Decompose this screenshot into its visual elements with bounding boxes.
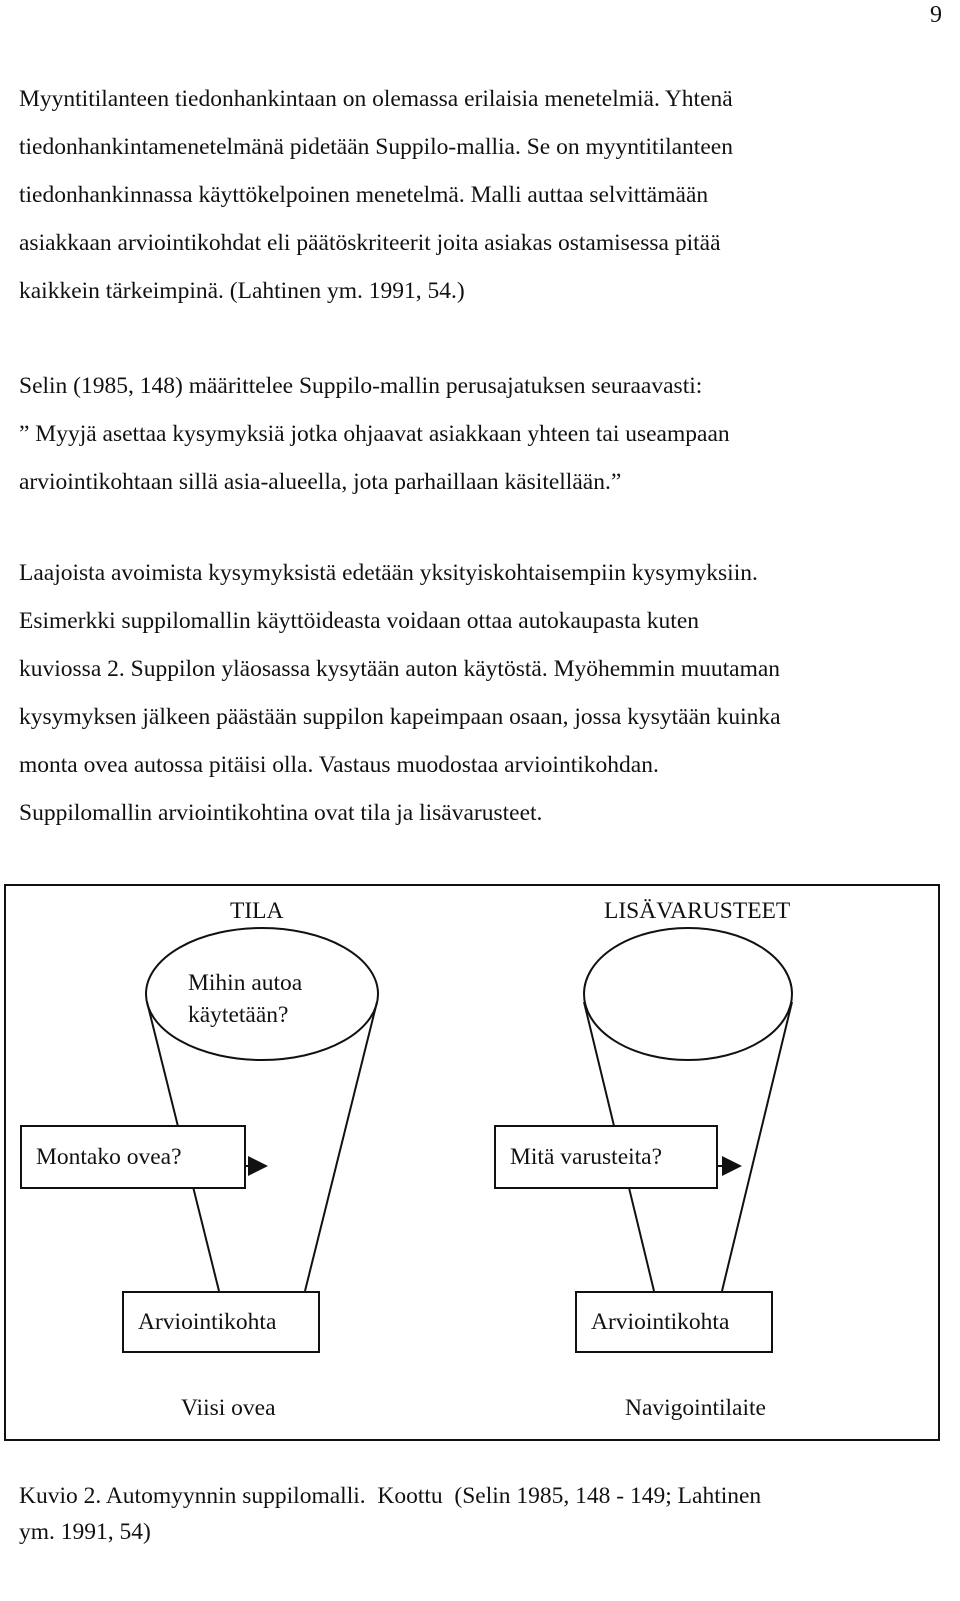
text-line: tiedonhankintamenetelmänä pidetään Suppilo-mallia. Se on myyntitilanteen xyxy=(19,134,733,160)
caption-line: Kuvio 2. Automyynnin suppilomalli. Koottu (Selin 1985, 148 - 149; Lahtinen xyxy=(19,1483,762,1509)
left-top-question-line2: käytetään? xyxy=(188,1002,289,1028)
text-line: Esimerkki suppilomallin käyttöideasta voidaan ottaa autokaupasta kuten xyxy=(19,608,700,634)
text-line: arviointikohtaan sillä asia-alueella, jota parhaillaan käsitellään.” xyxy=(19,469,622,495)
left-criterion-label: Arviointikohta xyxy=(138,1308,277,1335)
text-line: Myyntitilanteen tiedonhankintaan on olemassa erilaisia menetelmiä. Yhtenä xyxy=(19,86,733,112)
text-line: Selin (1985, 148) määrittelee Suppilo-mallin perusajatuksen seuraavasti: xyxy=(19,373,703,399)
paragraph-example xyxy=(19,549,919,837)
figure-caption xyxy=(19,1478,919,1550)
left-top-question-line1: Mihin autoa xyxy=(188,970,303,996)
right-funnel-top-ellipse xyxy=(584,928,792,1060)
paragraph-quote xyxy=(19,362,919,506)
text-line: kysymyksen jälkeen päästään suppilon kapeimpaan osaan, jossa kysytään kuinka xyxy=(19,704,781,730)
right-question-label: Mitä varusteita? xyxy=(510,1143,663,1170)
right-funnel-side-right xyxy=(722,1002,792,1291)
left-criterion-box xyxy=(122,1291,320,1353)
left-funnel-title: TILA xyxy=(230,898,284,924)
page-number: 9 xyxy=(930,2,942,28)
right-funnel-title: LISÄVARUSTEET xyxy=(604,898,791,924)
left-question-label: Montako ovea? xyxy=(36,1143,182,1170)
right-answer: Navigointilaite xyxy=(625,1395,766,1421)
text-line: asiakkaan arviointikohdat eli päätöskriteerit joita asiakas ostamisessa pitää xyxy=(19,230,721,256)
text-line: Laajoista avoimista kysymyksistä edetään yksityiskohtaisempiin kysymyksiin. xyxy=(19,560,758,586)
text-line: Suppilomallin arviointikohtina ovat tila ja lisävarusteet. xyxy=(19,800,543,826)
caption-line: ym. 1991, 54) xyxy=(19,1519,151,1545)
funnel-figure xyxy=(4,884,940,1441)
left-answer: Viisi ovea xyxy=(181,1395,276,1421)
right-question-box xyxy=(494,1125,718,1189)
right-criterion-box xyxy=(575,1291,773,1353)
text-line: kaikkein tärkeimpinä. (Lahtinen ym. 1991, 54.) xyxy=(19,278,465,304)
paragraph-intro xyxy=(19,75,919,315)
right-criterion-label: Arviointikohta xyxy=(591,1308,730,1335)
text-line: kuviossa 2. Suppilon yläosassa kysytään auton käytöstä. Myöhemmin muutaman xyxy=(19,656,781,682)
text-line: tiedonhankinnassa käyttökelpoinen menetelmä. Malli auttaa selvittämään xyxy=(19,182,709,208)
left-funnel-side-right xyxy=(305,1002,377,1291)
left-question-box xyxy=(20,1125,246,1189)
text-line: monta ovea autossa pitäisi olla. Vastaus muodostaa arviointikohdan. xyxy=(19,752,659,778)
text-line: ” Myyjä asettaa kysymyksiä jotka ohjaavat asiakkaan yhteen tai useampaan xyxy=(19,421,730,447)
